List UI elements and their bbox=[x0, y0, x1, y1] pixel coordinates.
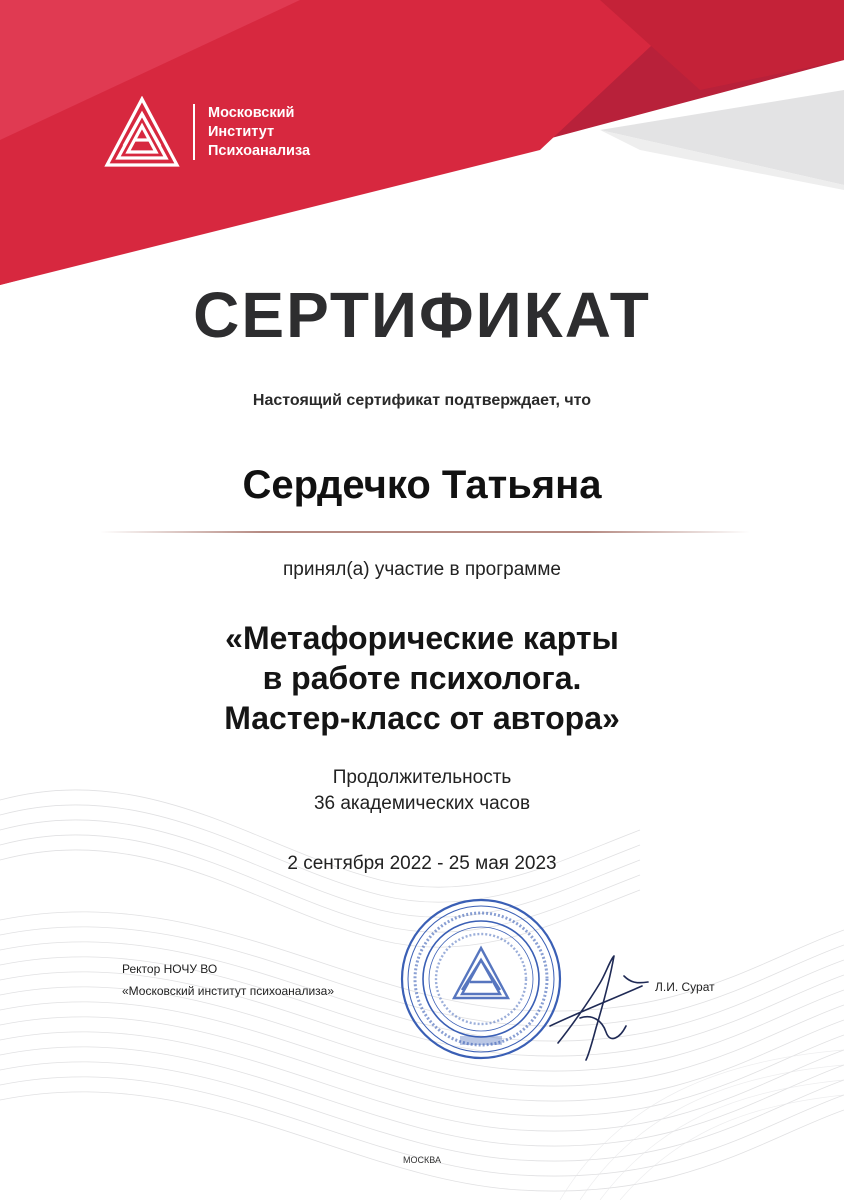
logo-line-3: Психоанализа bbox=[208, 143, 311, 159]
city-label: МОСКВА bbox=[403, 1155, 441, 1165]
rector-line-1: Ректор НОЧУ ВО bbox=[122, 962, 218, 976]
logo-line-1: Московский bbox=[208, 105, 295, 121]
institute-logo-icon bbox=[104, 96, 180, 168]
signer-name: Л.И. Сурат bbox=[655, 980, 715, 994]
certificate-title: СЕРТИФИКАТ bbox=[193, 279, 651, 351]
signature-mark bbox=[540, 948, 670, 1068]
program-dates: 2 сентября 2022 - 25 мая 2023 bbox=[287, 853, 557, 874]
logo-line-2: Институт bbox=[208, 124, 275, 140]
rector-line-2: «Московский институт психоанализа» bbox=[122, 984, 335, 998]
program-title bbox=[0, 618, 844, 738]
duration-value: 36 академических часов bbox=[313, 793, 531, 814]
recipient-name: Сердечко Татьяна bbox=[242, 463, 602, 507]
rector-title bbox=[122, 958, 334, 1002]
duration-label: Продолжительность bbox=[332, 767, 512, 788]
certificate-subtitle: Настоящий сертификат подтверждает, что bbox=[252, 392, 592, 409]
program-line-2: в работе психолога. bbox=[262, 660, 582, 696]
logo-text bbox=[208, 104, 310, 161]
participation-text: принял(а) участие в программе bbox=[282, 559, 561, 580]
name-underline bbox=[100, 531, 750, 533]
program-line-1: «Метафорические карты bbox=[225, 620, 619, 656]
logo-divider bbox=[193, 104, 195, 160]
duration bbox=[0, 765, 844, 817]
program-line-3: Мастер-класс от автора» bbox=[224, 700, 620, 736]
